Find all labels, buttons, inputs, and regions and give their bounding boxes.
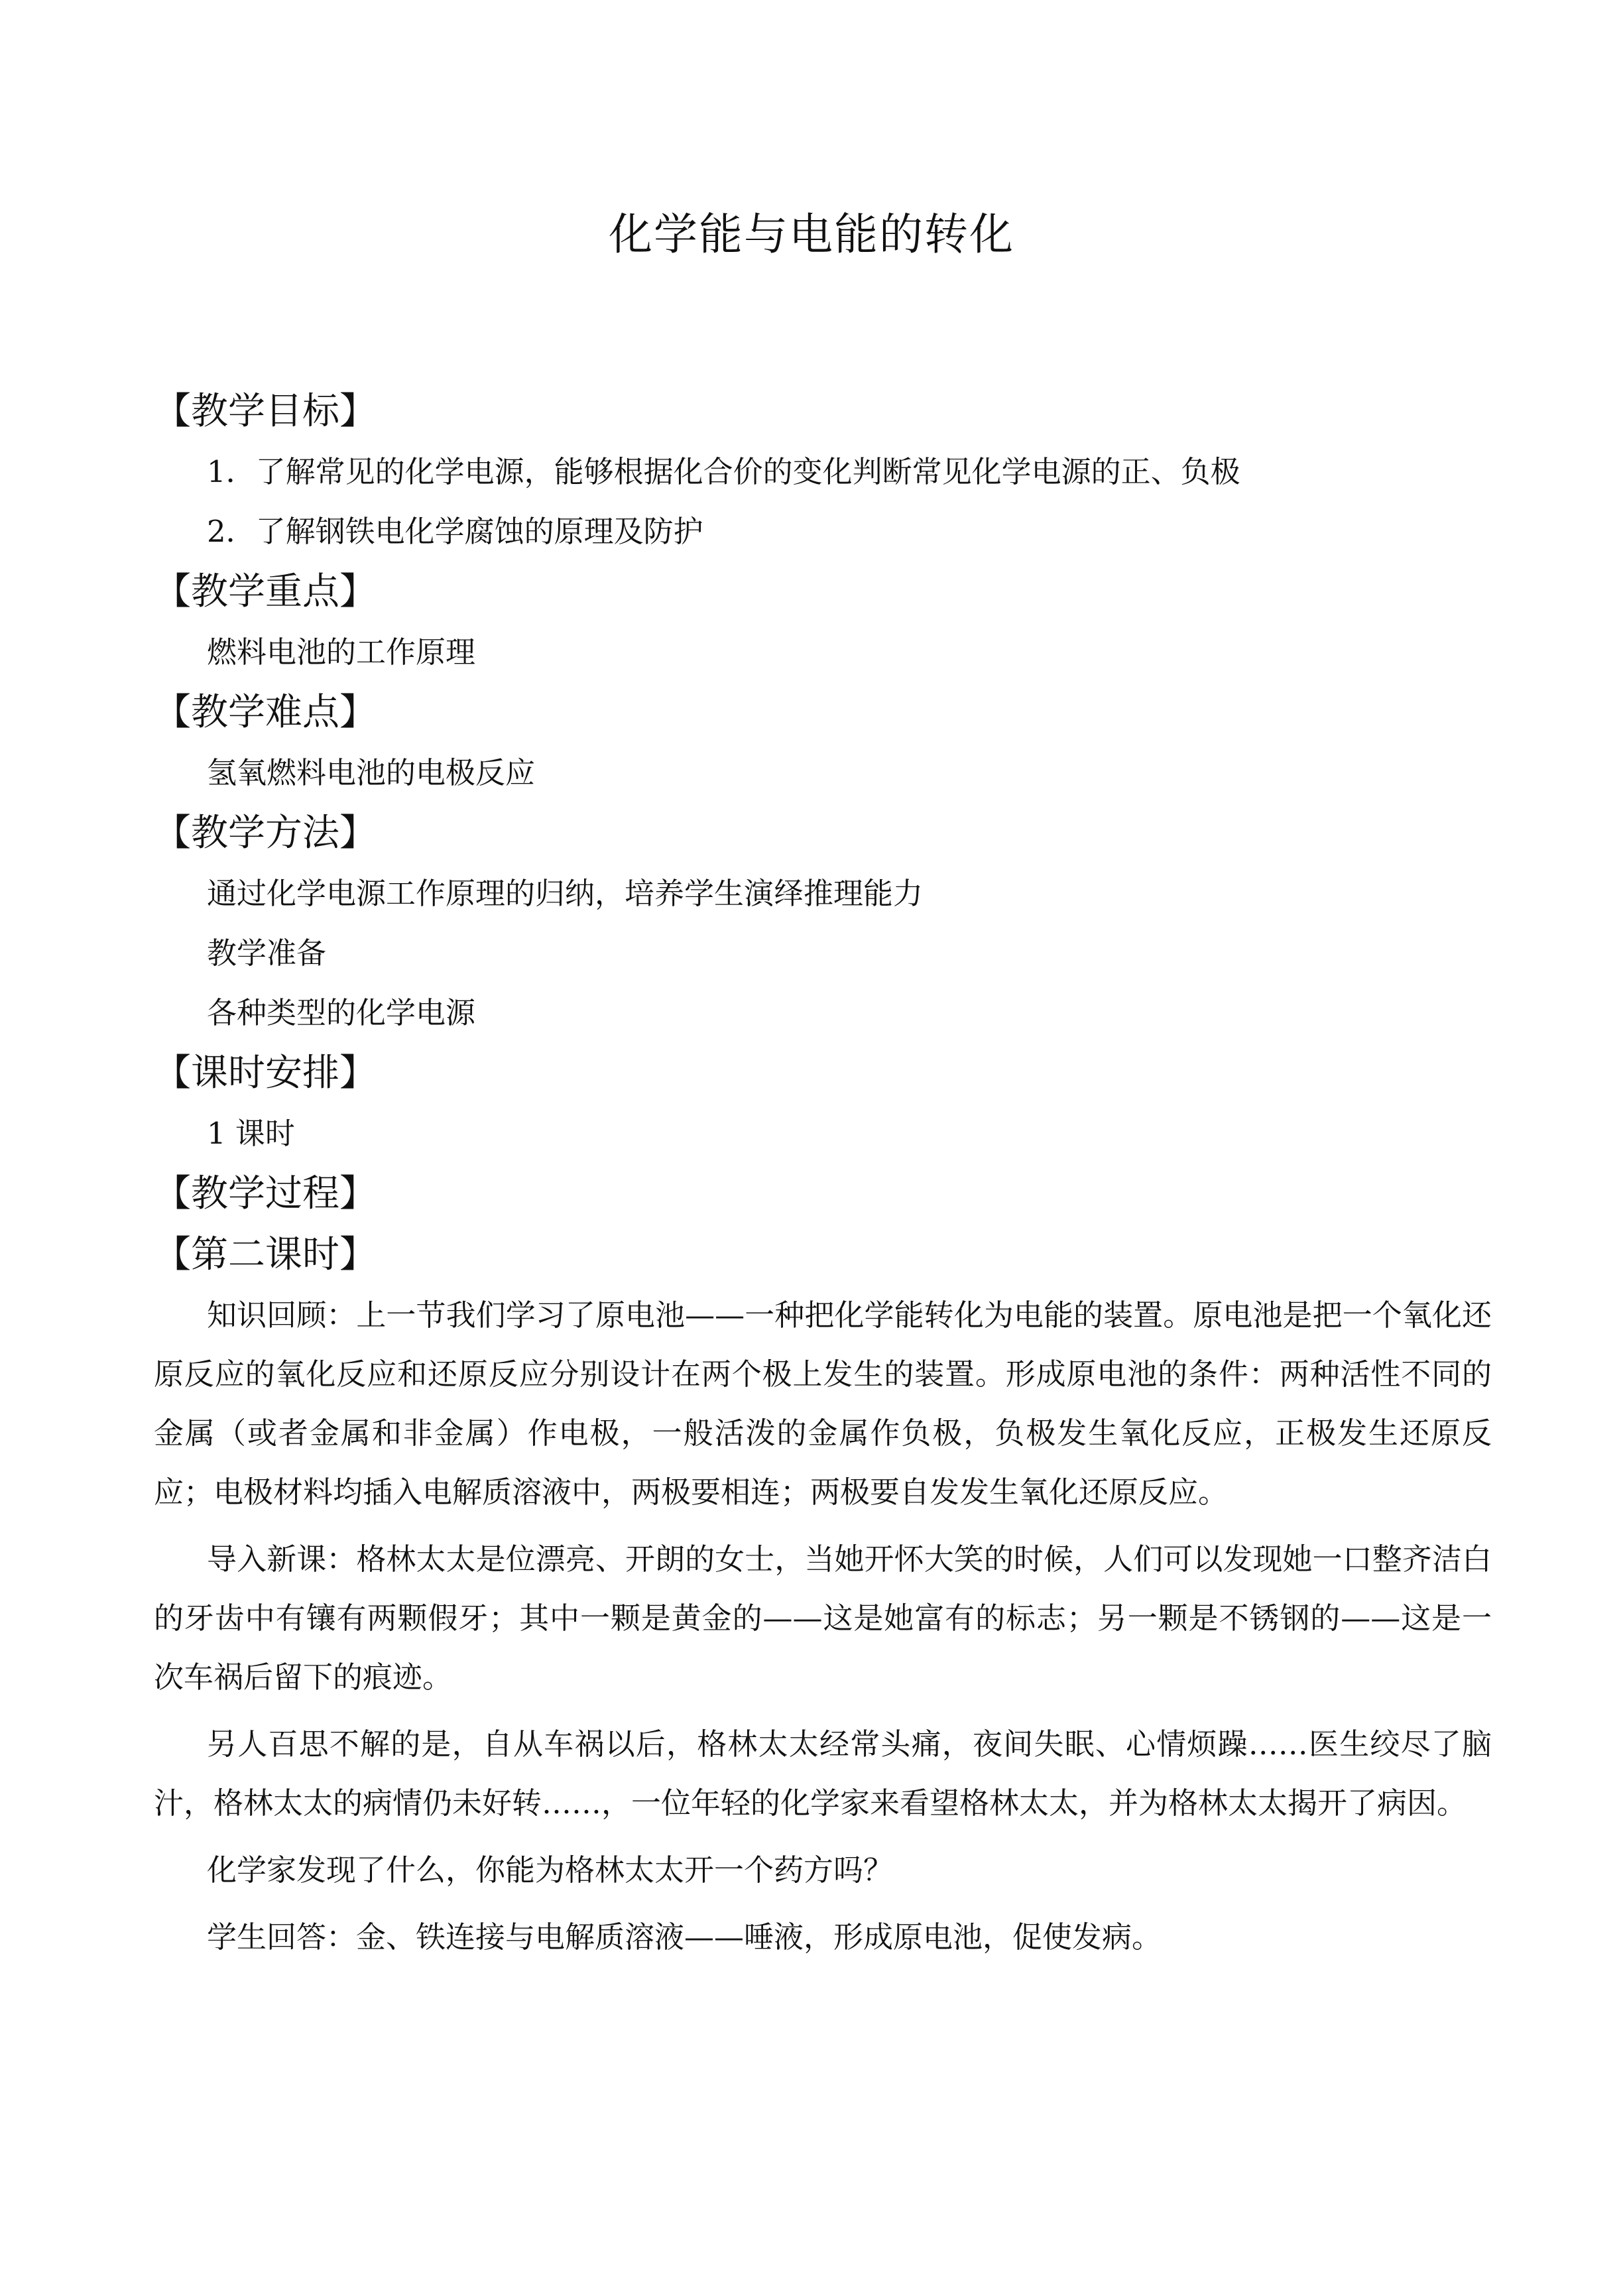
question-paragraph: 化学家发现了什么，你能为格林太太开一个药方吗？ [207, 1852, 894, 1888]
schedule-item: 1 课时 [207, 1116, 295, 1151]
answer-paragraph: 学生回答：金、铁连接与电解质溶液——唾液，形成原电池，促使发病。 [207, 1919, 1162, 1955]
methods-heading: 【教学方法】 [154, 812, 377, 855]
difficulties-heading: 【教学难点】 [154, 691, 377, 734]
difficulty-item: 氢氧燃料电池的电极反应 [207, 755, 536, 790]
goal-item-2: 2．了解钢铁电化学腐蚀的原理及防护 [207, 514, 703, 549]
document-title: 化学能与电能的转化 [609, 209, 1014, 260]
key-point-item: 燃料电池的工作原理 [207, 634, 476, 670]
document-body [154, 381, 1492, 1974]
method-item-1: 通过化学电源工作原理的归纳，培养学生演绎推理能力 [207, 876, 924, 911]
method-item-2: 教学准备 [207, 936, 327, 971]
goal-item-1: 1．了解常见的化学电源，能够根据化合价的变化判断常见化学电源的正、负极 [207, 454, 1240, 489]
process-heading: 【教学过程】 [154, 1172, 377, 1215]
goals-heading: 【教学目标】 [154, 390, 377, 433]
schedule-heading: 【课时安排】 [154, 1052, 377, 1095]
review-paragraph: 知识回顾：上一节我们学习了原电池——一种把化学能转化为电能的装置。原电池是把一个氧化还原反应的氧化反应和还原反应分别设计在两个极上发生的装置。形成原电池的条件：两种活性不同的金属（或者金属和非金属）作电极，一般活泼的金属作负极，负极发生氧化反应，正极发生还原反应；电极材料均插入电解质溶液中，两极要相连；两极要自发发生氧化还原反应。 [154, 1298, 1492, 1510]
story-paragraph: 另人百思不解的是，自从车祸以后，格林太太经常头痛，夜间失眠、心情烦躁……医生绞尽了脑汁，格林太太的病情仍未好转……，一位年轻的化学家来看望格林太太，并为格林太太揭开了病因。 [154, 1726, 1492, 1821]
second-lesson-heading: 【第二课时】 [154, 1233, 377, 1276]
key-points-heading: 【教学重点】 [154, 570, 377, 613]
intro-paragraph: 导入新课：格林太太是位漂亮、开朗的女士，当她开怀大笑的时候，人们可以发现她一口整齐洁白的牙齿中有镶有两颗假牙；其中一颗是黄金的——这是她富有的标志；另一颗是不锈钢的——这是一次车祸后留下的痕迹。 [154, 1541, 1492, 1695]
method-item-3: 各种类型的化学电源 [207, 995, 476, 1030]
